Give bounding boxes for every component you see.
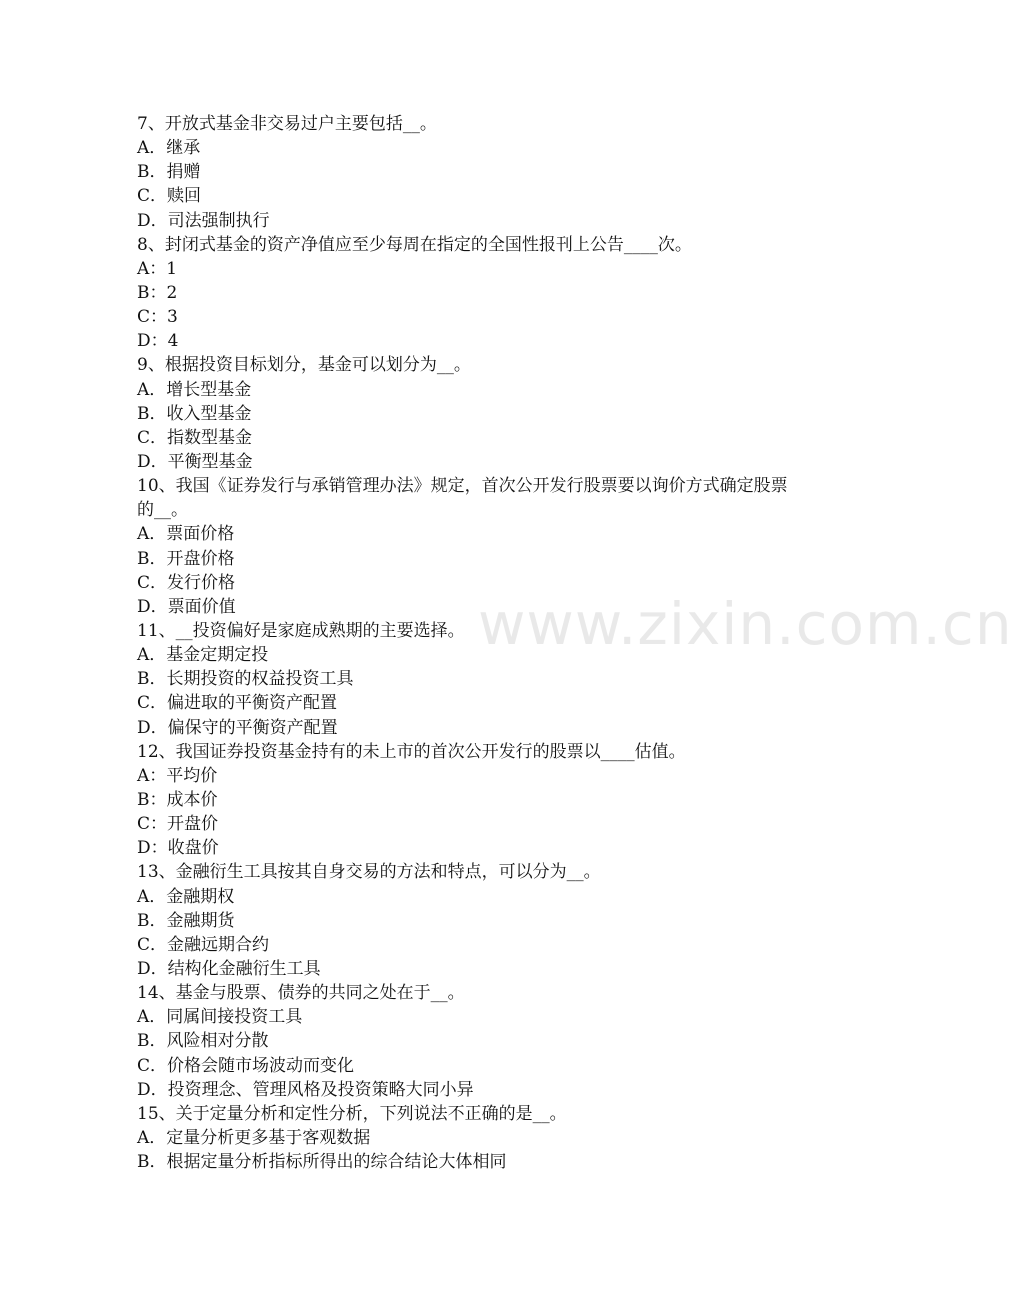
option-c: C：开盘价: [137, 814, 219, 835]
option-a: A．增长型基金: [137, 379, 252, 400]
option-b: B．开盘价格: [137, 548, 235, 569]
watermark: www.zixin.com.cn: [478, 590, 1013, 658]
option-a: A．基金定期定投: [137, 645, 269, 666]
option-b: B．捐赠: [137, 162, 201, 183]
option-c: C．价格会随市场波动而变化: [137, 1055, 355, 1076]
option-d: D．偏保守的平衡资产配置: [137, 717, 338, 738]
question-stem: 7、开放式基金非交易过户主要包括__。: [137, 114, 437, 134]
option-b: B：2: [137, 282, 178, 303]
question-stem: 13、金融衍生工具按其自身交易的方法和特点，可以分为__。: [137, 862, 601, 883]
option-d: D．司法强制执行: [137, 210, 270, 231]
option-a: A：平均价: [137, 765, 218, 786]
option-c: C．指数型基金: [137, 427, 253, 448]
option-a: A．同属间接投资工具: [137, 1007, 303, 1028]
option-a: A：1: [137, 258, 178, 279]
option-a: A．票面价格: [137, 524, 235, 545]
option-d: D：收盘价: [137, 838, 219, 859]
option-a: A．继承: [137, 138, 201, 159]
option-d: D．票面价值: [137, 596, 236, 617]
option-d: D．平衡型基金: [137, 451, 253, 472]
question-stem: 12、我国证券投资基金持有的未上市的首次公开发行的股票以____估值。: [137, 741, 686, 762]
option-c: C．赎回: [137, 186, 202, 207]
option-b: B．长期投资的权益投资工具: [137, 669, 354, 690]
option-c: C．发行价格: [137, 572, 236, 593]
option-b: B．风险相对分散: [137, 1031, 269, 1052]
question-stem: 9、根据投资目标划分，基金可以划分为__。: [137, 355, 471, 376]
option-b: B．根据定量分析指标所得出的综合结论大体相同: [137, 1152, 507, 1173]
question-stem: 10、我国《证券发行与承销管理办法》规定，首次公开发行股票要以询价方式确定股票的__。: [137, 476, 788, 521]
question-stem: 14、基金与股票、债券的共同之处在于__。: [137, 983, 465, 1004]
option-d: D．结构化金融衍生工具: [137, 958, 321, 979]
question-stem: 15、关于定量分析和定性分析，下列说法不正确的是__。: [137, 1103, 567, 1124]
option-a: A．定量分析更多基于客观数据: [137, 1127, 371, 1148]
document-body: [137, 112, 797, 1174]
question-stem: 8、封闭式基金的资产净值应至少每周在指定的全国性报刊上公告____次。: [137, 234, 692, 255]
option-b: B：成本价: [137, 789, 218, 810]
option-d: D．投资理念、管理风格及投资策略大同小异: [137, 1079, 474, 1100]
option-b: B．金融期货: [137, 910, 235, 931]
option-c: C．偏进取的平衡资产配置: [137, 693, 338, 714]
option-b: B．收入型基金: [137, 403, 252, 424]
option-a: A．金融期权: [137, 886, 235, 907]
option-c: C．金融远期合约: [137, 934, 270, 955]
option-c: C：3: [137, 307, 178, 328]
option-d: D：4: [137, 331, 179, 352]
question-stem: 11、__投资偏好是家庭成熟期的主要选择。: [137, 620, 465, 641]
